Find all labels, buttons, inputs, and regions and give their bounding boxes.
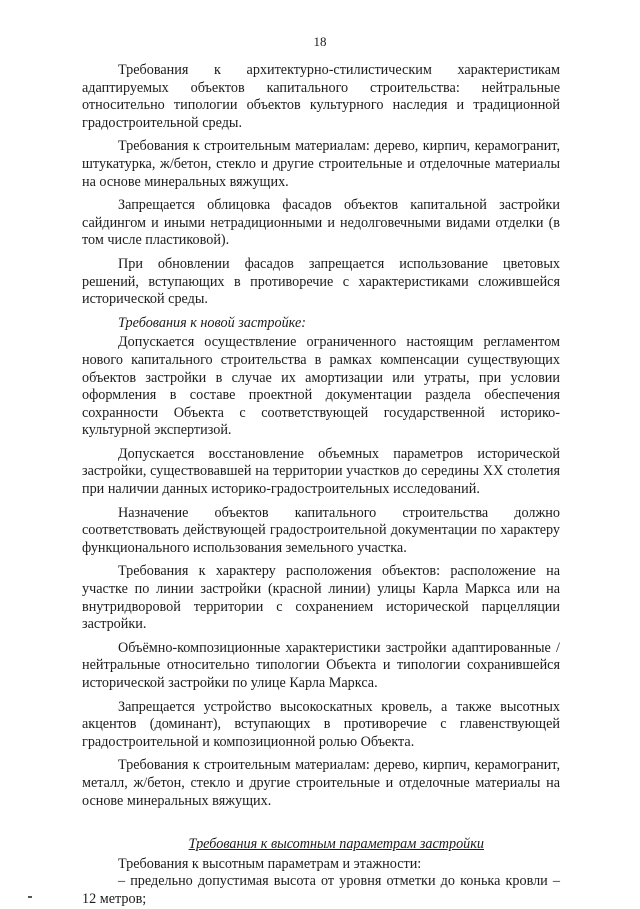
paragraph-volume-restoration: Допускается восстановление объемных параметров исторической застройки, существовавшей на территории участков до середины XX столетия при наличии данных историко-градостроительных исследований. bbox=[82, 445, 560, 498]
paragraph-materials-new: Требования к строительным материалам: дерево, кирпич, керамогранит, металл, ж/бетон, стекло и другие строительные и отделочные материалы на основе минеральных вяжущих. bbox=[82, 757, 560, 809]
paragraph-siding-prohibition: Запрещается облицовка фасадов объектов капитальной застройки сайдингом и иными нетрадиционными и недолговечными видами отделки (в том числе пластиковой). bbox=[82, 197, 560, 249]
height-section-title: Требования к высотным параметрам застройки bbox=[188, 836, 484, 853]
paragraph-building-materials: Требования к строительным материалам: дерево, кирпич, керамогранит, штукатурка, ж/бетон, стекло и другие строительные и отделочные материалы на основе минеральных вяжущих. bbox=[82, 138, 560, 190]
paragraph-limited-construction: Допускается осуществление ограниченного настоящим регламентом нового капитального строительства в рамках компенсации существующих объектов застройки в случае их амортизации или утраты, при условии оформления в составе проектной документации раздела обеспечения сохранности Объекта с соответствующей государственной историко-культурной экспертизой. bbox=[82, 334, 560, 439]
document-body bbox=[82, 62, 560, 909]
paragraph-placement: Требования к характеру расположения объектов: расположение на участке по линии застройки (красной линии) улицы Карла Маркса или на внутридворовой территории с сохранением исторической парцелляции застройки. bbox=[82, 563, 560, 633]
paragraph-architectural-requirements: Требования к архитектурно-стилистическим характеристикам адаптируемых объектов капитального строительства: нейтральные относительно типологии объектов культурного наследия и традиционной градостроительной среды. bbox=[82, 62, 560, 131]
paragraph-purpose: Назначение объектов капитального строительства должно соответствовать действующей градостроительной документации по характеру функционального использования земельного участка. bbox=[82, 504, 560, 556]
paragraph-roof-prohibition: Запрещается устройство высокоскатных кровель, а также высотных акцентов (доминант), вступающих в противоречие с главенствующей градостроительной и композиционной ролью Объекта. bbox=[82, 698, 560, 750]
paragraph-height-requirements: Требования к высотным параметрам и этажности: bbox=[118, 855, 422, 872]
scan-mark bbox=[28, 896, 32, 898]
page-number: 18 bbox=[313, 34, 327, 49]
paragraph-max-height: – предельно допустимая высота от уровня отметки до конька кровли – 12 метров; bbox=[82, 873, 560, 907]
new-construction-heading: Требования к новой застройке: bbox=[118, 314, 306, 331]
paragraph-volume-composition: Объёмно-композиционные характеристики застройки адаптированные /нейтральные относительно типологии Объекта и типологии сохранившейся исторической застройки по улице Карла Маркса. bbox=[82, 639, 560, 691]
paragraph-facade-colors: При обновлении фасадов запрещается использование цветовых решений, вступающих в противоречие с характеристиками сложившейся исторической среды. bbox=[82, 255, 560, 308]
